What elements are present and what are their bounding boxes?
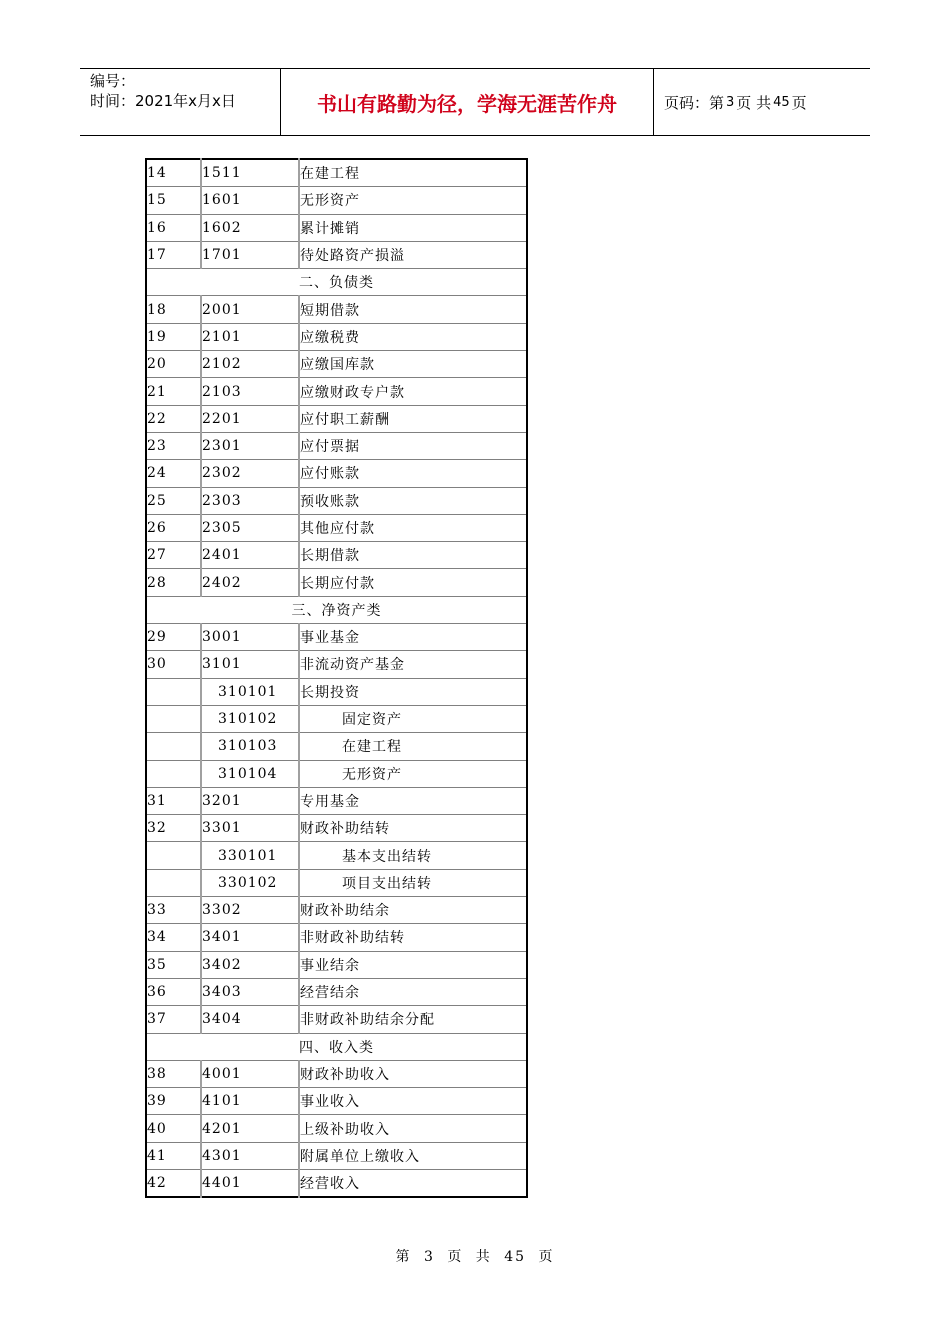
account-name: 在建工程	[299, 159, 527, 187]
table-row	[146, 1169, 527, 1197]
account-code: 4201	[201, 1115, 299, 1142]
row-number	[146, 760, 201, 787]
table-row	[146, 815, 527, 842]
table-row	[146, 733, 527, 760]
row-number: 32	[146, 815, 201, 842]
account-code: 3403	[201, 978, 299, 1005]
table-row	[146, 487, 527, 514]
account-code: 2101	[201, 323, 299, 350]
account-name: 长期投资	[299, 678, 527, 705]
table-row	[146, 624, 527, 651]
account-name: 应付职工薪酬	[299, 405, 527, 432]
account-code: 2102	[201, 351, 299, 378]
account-name: 应付账款	[299, 460, 527, 487]
table-row	[146, 432, 527, 459]
row-number: 38	[146, 1060, 201, 1087]
table-row	[146, 351, 527, 378]
footer-current: 3	[423, 1249, 435, 1265]
account-code: 3401	[201, 924, 299, 951]
table-row	[146, 787, 527, 814]
category-row	[146, 596, 527, 623]
table-row	[146, 542, 527, 569]
table-row	[146, 951, 527, 978]
row-number: 21	[146, 378, 201, 405]
row-number: 16	[146, 214, 201, 241]
account-code: 310104	[201, 760, 299, 787]
account-code: 3402	[201, 951, 299, 978]
page-suffix: 页	[791, 93, 807, 112]
row-number: 36	[146, 978, 201, 1005]
table-row	[146, 214, 527, 241]
header-motto: 书山有路勤为径，学海无涯苦作舟	[281, 69, 654, 135]
account-name: 无形资产	[299, 187, 527, 214]
row-number: 35	[146, 951, 201, 978]
account-name: 长期借款	[299, 542, 527, 569]
row-number: 22	[146, 405, 201, 432]
account-code: 2402	[201, 569, 299, 596]
row-number: 40	[146, 1115, 201, 1142]
row-number: 25	[146, 487, 201, 514]
table-row	[146, 978, 527, 1005]
account-code: 4401	[201, 1169, 299, 1197]
table-row	[146, 460, 527, 487]
row-number	[146, 869, 201, 896]
account-name: 非财政补助结余分配	[299, 1006, 527, 1033]
account-name: 基本支出结转	[299, 842, 527, 869]
row-number: 42	[146, 1169, 201, 1197]
account-code: 3302	[201, 897, 299, 924]
table-row	[146, 323, 527, 350]
account-code: 2302	[201, 460, 299, 487]
table-row	[146, 405, 527, 432]
account-name: 应缴财政专户款	[299, 378, 527, 405]
account-code: 2401	[201, 542, 299, 569]
row-number: 17	[146, 241, 201, 268]
footer-mid1: 页	[447, 1249, 464, 1265]
row-number: 19	[146, 323, 201, 350]
account-code: 4301	[201, 1142, 299, 1169]
row-number: 14	[146, 159, 201, 187]
account-code: 2303	[201, 487, 299, 514]
account-name: 事业基金	[299, 624, 527, 651]
document-number-label: 编号：	[90, 72, 136, 90]
account-code: 3301	[201, 815, 299, 842]
account-code: 3404	[201, 1006, 299, 1033]
table-row	[146, 241, 527, 268]
table-row	[146, 159, 527, 187]
page-footer	[0, 1246, 950, 1266]
header-page-info	[654, 69, 870, 135]
account-name: 非流动资产基金	[299, 651, 527, 678]
account-code: 3001	[201, 624, 299, 651]
row-number: 18	[146, 296, 201, 323]
account-name: 无形资产	[299, 760, 527, 787]
row-number: 34	[146, 924, 201, 951]
table-row	[146, 1006, 527, 1033]
account-name: 财政补助结余	[299, 897, 527, 924]
account-name: 固定资产	[299, 705, 527, 732]
footer-suffix: 页	[538, 1249, 555, 1265]
row-number: 28	[146, 569, 201, 596]
table-row	[146, 378, 527, 405]
account-name: 上级补助收入	[299, 1115, 527, 1142]
account-code: 2305	[201, 514, 299, 541]
account-code: 2103	[201, 378, 299, 405]
account-name: 长期应付款	[299, 569, 527, 596]
table-row	[146, 296, 527, 323]
row-number: 24	[146, 460, 201, 487]
page-prefix: 页码：第	[664, 93, 725, 112]
row-number: 15	[146, 187, 201, 214]
account-code: 1602	[201, 214, 299, 241]
footer-prefix: 第	[395, 1249, 412, 1265]
account-name: 项目支出结转	[299, 869, 527, 896]
account-code: 1601	[201, 187, 299, 214]
table-row	[146, 1088, 527, 1115]
table-row	[146, 760, 527, 787]
row-number: 30	[146, 651, 201, 678]
table-row	[146, 651, 527, 678]
page-total: 45	[773, 94, 790, 110]
row-number: 41	[146, 1142, 201, 1169]
row-number: 20	[146, 351, 201, 378]
account-name: 预收账款	[299, 487, 527, 514]
row-number: 33	[146, 897, 201, 924]
account-name: 经营结余	[299, 978, 527, 1005]
account-name: 附属单位上缴收入	[299, 1142, 527, 1169]
account-table-body	[146, 159, 527, 1197]
page-current: 3	[726, 94, 735, 110]
table-row	[146, 897, 527, 924]
account-name: 财政补助收入	[299, 1060, 527, 1087]
account-name: 事业收入	[299, 1088, 527, 1115]
document-time-label: 时间：2021年x月x日	[90, 92, 236, 110]
table-row	[146, 187, 527, 214]
table-row	[146, 514, 527, 541]
category-label: 二、负债类	[146, 269, 527, 296]
table-row	[146, 924, 527, 951]
account-name: 财政补助结转	[299, 815, 527, 842]
account-name: 应缴税费	[299, 323, 527, 350]
account-code: 4001	[201, 1060, 299, 1087]
row-number: 31	[146, 787, 201, 814]
row-number	[146, 842, 201, 869]
account-name: 非财政补助结转	[299, 924, 527, 951]
account-name: 短期借款	[299, 296, 527, 323]
table-row	[146, 869, 527, 896]
account-code: 3101	[201, 651, 299, 678]
account-name: 事业结余	[299, 951, 527, 978]
category-label: 三、净资产类	[146, 596, 527, 623]
category-row	[146, 1033, 527, 1060]
account-code: 2001	[201, 296, 299, 323]
footer-mid2: 共	[475, 1249, 492, 1265]
row-number: 27	[146, 542, 201, 569]
table-row	[146, 678, 527, 705]
account-name: 待处路资产损溢	[299, 241, 527, 268]
account-code: 2301	[201, 432, 299, 459]
row-number	[146, 705, 201, 732]
category-row	[146, 269, 527, 296]
row-number: 29	[146, 624, 201, 651]
account-code: 310102	[201, 705, 299, 732]
account-name: 经营收入	[299, 1169, 527, 1197]
row-number: 23	[146, 432, 201, 459]
table-row	[146, 842, 527, 869]
row-number: 26	[146, 514, 201, 541]
table-row	[146, 569, 527, 596]
row-number: 37	[146, 1006, 201, 1033]
account-code: 1511	[201, 159, 299, 187]
table-row	[146, 705, 527, 732]
account-code: 310101	[201, 678, 299, 705]
account-code: 3201	[201, 787, 299, 814]
account-code: 4101	[201, 1088, 299, 1115]
footer-total: 45	[504, 1249, 527, 1265]
table-row	[146, 1060, 527, 1087]
account-name: 应缴国库款	[299, 351, 527, 378]
account-code: 330102	[201, 869, 299, 896]
table-row	[146, 1115, 527, 1142]
account-code: 330101	[201, 842, 299, 869]
page-mid: 页 共	[736, 93, 772, 112]
account-code: 2201	[201, 405, 299, 432]
row-number: 39	[146, 1088, 201, 1115]
account-table	[145, 158, 528, 1198]
account-name: 应付票据	[299, 432, 527, 459]
account-name: 累计摊销	[299, 214, 527, 241]
account-name: 其他应付款	[299, 514, 527, 541]
table-row	[146, 1142, 527, 1169]
account-code: 1701	[201, 241, 299, 268]
header-meta	[80, 69, 281, 135]
row-number	[146, 733, 201, 760]
category-label: 四、收入类	[146, 1033, 527, 1060]
account-name: 在建工程	[299, 733, 527, 760]
row-number	[146, 678, 201, 705]
account-code: 310103	[201, 733, 299, 760]
account-name: 专用基金	[299, 787, 527, 814]
page-header	[80, 68, 870, 136]
